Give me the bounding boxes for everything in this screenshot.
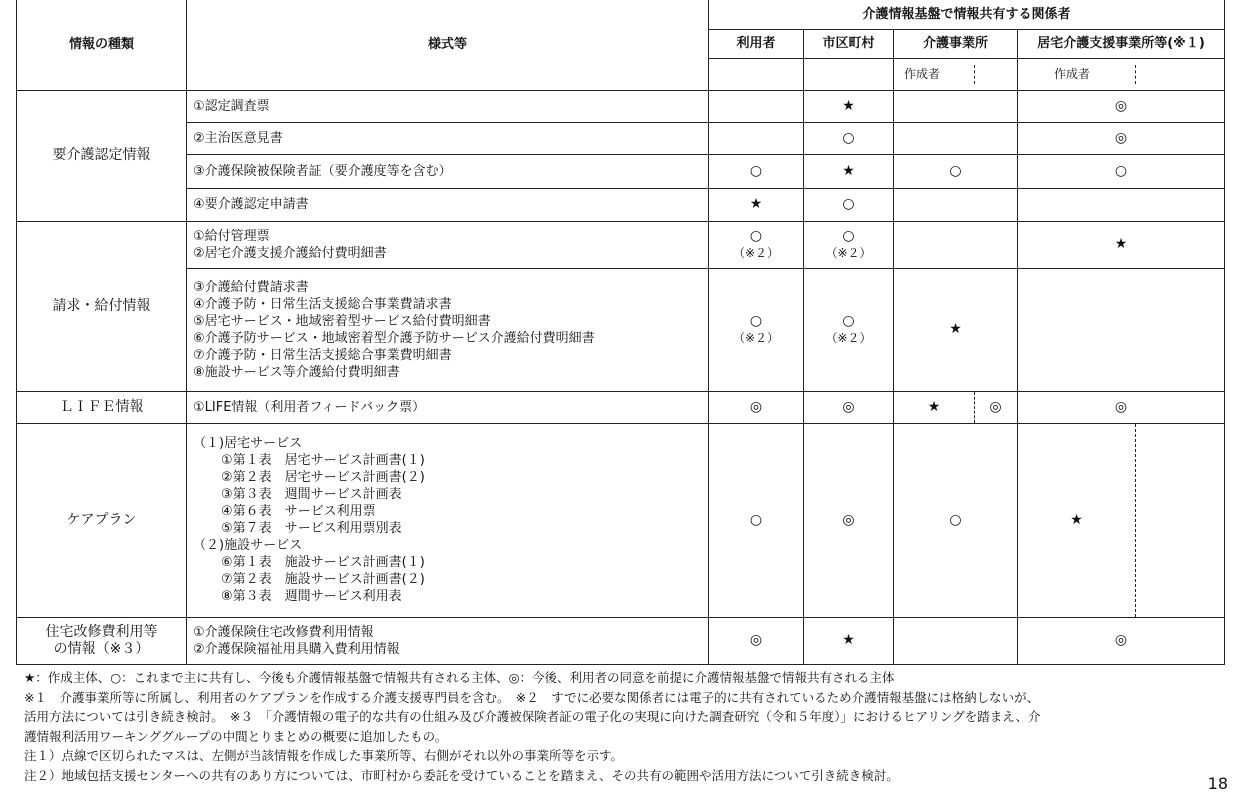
mark-provider: [894, 90, 1018, 122]
page-number: 18: [1207, 774, 1228, 793]
form-item: ④要介護認定申請書: [187, 188, 709, 221]
header-form: 様式等: [187, 0, 709, 90]
mark-note: （※２）: [825, 330, 872, 345]
form-item: ⑥第１表 施設サービス計画書(１): [221, 555, 425, 570]
mark-user: [709, 122, 804, 154]
mark-provider: [894, 221, 1018, 268]
form-item: ⑧施設サービス等介護給付費明細書: [193, 364, 400, 380]
mark-home: [1018, 268, 1225, 391]
mark-symbol: ○: [842, 227, 855, 244]
header-provider-creator: [894, 58, 1018, 90]
mark-user: [709, 221, 804, 268]
mark-home: ○: [1018, 154, 1225, 188]
form-item: ⑦第２表 施設サービス計画書(２): [221, 572, 425, 587]
form-item: ④第６表 サービス利用票: [221, 504, 376, 519]
mark-home: [1018, 188, 1225, 221]
form-item: ①認定調査票: [187, 90, 709, 122]
mark-note: （※２）: [732, 245, 780, 260]
footnote: 護情報利活用ワーキンググループの中間とりまとめの概要に追加したもの。: [24, 728, 448, 744]
header-shared-group: 介護情報基盤で情報共有する関係者: [709, 0, 1225, 29]
mark-provider: [894, 122, 1018, 154]
category-careplan: ケアプラン: [17, 423, 187, 617]
mark-provider-creator: ★: [894, 392, 975, 423]
creator-divider: [1135, 65, 1136, 84]
footnotes: [24, 668, 1224, 785]
creator-label: 作成者: [904, 66, 941, 81]
mark-home: [1018, 423, 1225, 617]
mark-provider: ★: [894, 268, 1018, 391]
mark-provider: [894, 617, 1018, 664]
mark-user: ◎: [709, 617, 804, 664]
header-info-type: 情報の種類: [17, 0, 187, 90]
form-item: ③第３表 週間サービス計画表: [221, 487, 402, 502]
mark-muni: ○: [804, 122, 894, 154]
mark-user: [709, 268, 804, 391]
mark-provider: ○: [894, 154, 1018, 188]
form-group: [187, 617, 709, 664]
form-group: [187, 423, 709, 617]
mark-muni: [804, 268, 894, 391]
form-item: ⑦介護予防・日常生活支援総合事業費明細書: [193, 347, 452, 363]
form-item: ②第２表 居宅サービス計画書(２): [221, 470, 425, 485]
mark-user: ◎: [709, 391, 804, 423]
form-item: ③介護給付費請求書: [193, 279, 309, 295]
form-item: ⑤居宅サービス・地域密着型サービス給付費明細書: [193, 313, 491, 329]
mark-muni: ○: [804, 188, 894, 221]
form-item: ①LIFE情報（利用者フィードバック票）: [187, 391, 709, 423]
mark-muni: ★: [804, 90, 894, 122]
footnote: ※１ 介護事業所等に所属し、利用者のケアプランを作成する介護支援専門員を含む。 ※２ すでに必要な関係者には電子的に共有されているため介護情報基盤には格納しないが、: [24, 689, 1040, 705]
header-care-provider: 介護事業所: [894, 29, 1018, 58]
mark-muni: ◎: [804, 423, 894, 617]
mark-user: ★: [709, 188, 804, 221]
footnote: 活用方法については引き続き検討。 ※３ 「介護情報の電子的な共有の仕組み及び介護被保険者証の電子化の実現に向けた調査研究（令和５年度）」におけるヒアリングを踏まえ、介: [24, 709, 1041, 724]
mark-symbol: ○: [749, 312, 763, 329]
header-home-creator: [1018, 58, 1225, 90]
form-item: ⑥介護予防サービス・地域密着型介護予防サービス介護給付費明細書: [193, 330, 595, 346]
category-youkaigo: 要介護認定情報: [17, 90, 187, 221]
header-municipality: 市区町村: [804, 29, 894, 58]
mark-muni: ◎: [804, 391, 894, 423]
mark-user: [709, 90, 804, 122]
mark-provider: [894, 391, 1018, 423]
mark-note: （※２）: [825, 245, 872, 260]
form-item: ②介護保険福祉用具購入費利用情報: [193, 641, 400, 657]
form-item: ④介護予防・日常生活支援総合事業費請求書: [193, 296, 452, 312]
mark-home-creator: ★: [1018, 424, 1136, 617]
mark-muni: ★: [804, 617, 894, 664]
mark-muni: [804, 221, 894, 268]
mark-note: （※２）: [732, 330, 780, 345]
header-user: 利用者: [709, 29, 804, 58]
creator-divider: [974, 65, 975, 84]
mark-symbol: ○: [749, 227, 763, 244]
mark-provider-other: ◎: [989, 398, 1002, 415]
mark-user: ○: [709, 154, 804, 188]
form-item: ⑤第７表 サービス利用票別表: [221, 521, 402, 536]
category-line: 住宅改修費利用等: [45, 623, 158, 640]
footnote: 注２）地域包括支援センターへの共有のあり方については、市町村から委託を受けていることを踏まえ、その共有の範囲や活用方法について引き続き検討。: [24, 767, 899, 783]
category-line: の情報（※３）: [53, 640, 150, 657]
mark-home: ◎: [1018, 391, 1225, 423]
mark-muni: ★: [804, 154, 894, 188]
mark-home: ◎: [1018, 90, 1225, 122]
category-seikyu: 請求・給付情報: [17, 221, 187, 391]
form-section: （１)居宅サービス: [193, 436, 303, 451]
creator-label: 作成者: [1054, 66, 1091, 81]
footnote: 注１）点線で区切られたマスは、左側が当該情報を作成した事業所等、右側がそれ以外の事業所等を示す。: [24, 748, 624, 763]
category-life: ＬＩＦＥ情報: [17, 391, 187, 423]
footnote-legend: ★：作成主体、○：これまで主に共有し、今後も介護情報基盤で情報共有される主体、◎：今後、利用者の同意を前提に介護情報基盤で情報共有される主体: [24, 670, 895, 685]
header-muni-sub: [804, 58, 894, 90]
mark-provider: ○: [894, 423, 1018, 617]
form-item: ①第１表 居宅サービス計画書(１): [221, 453, 425, 468]
mark-user: ○: [709, 423, 804, 617]
header-home-care-support: 居宅介護支援事業所等(※１): [1018, 29, 1225, 58]
mark-home: ◎: [1018, 122, 1225, 154]
header-user-sub: [709, 58, 804, 90]
form-item: ②主治医意見書: [187, 122, 709, 154]
form-item: ③介護保険被保険者証（要介護度等を含む）: [187, 154, 709, 188]
care-info-table: [16, 0, 1225, 665]
form-group: [187, 268, 709, 391]
mark-provider: [894, 188, 1018, 221]
mark-symbol: ○: [842, 312, 855, 329]
form-section: （２)施設サービス: [193, 538, 303, 553]
form-item: ②居宅介護支援介護給付費明細書: [193, 245, 387, 261]
form-item: ①介護保険住宅改修費利用情報: [193, 624, 374, 640]
form-item: ①給付管理票: [193, 228, 270, 244]
mark-home: ◎: [1018, 617, 1225, 664]
form-item: ⑧第３表 週間サービス利用表: [221, 589, 402, 604]
category-jutaku: [17, 617, 187, 664]
mark-home: ★: [1018, 221, 1225, 268]
form-group: [187, 221, 709, 268]
